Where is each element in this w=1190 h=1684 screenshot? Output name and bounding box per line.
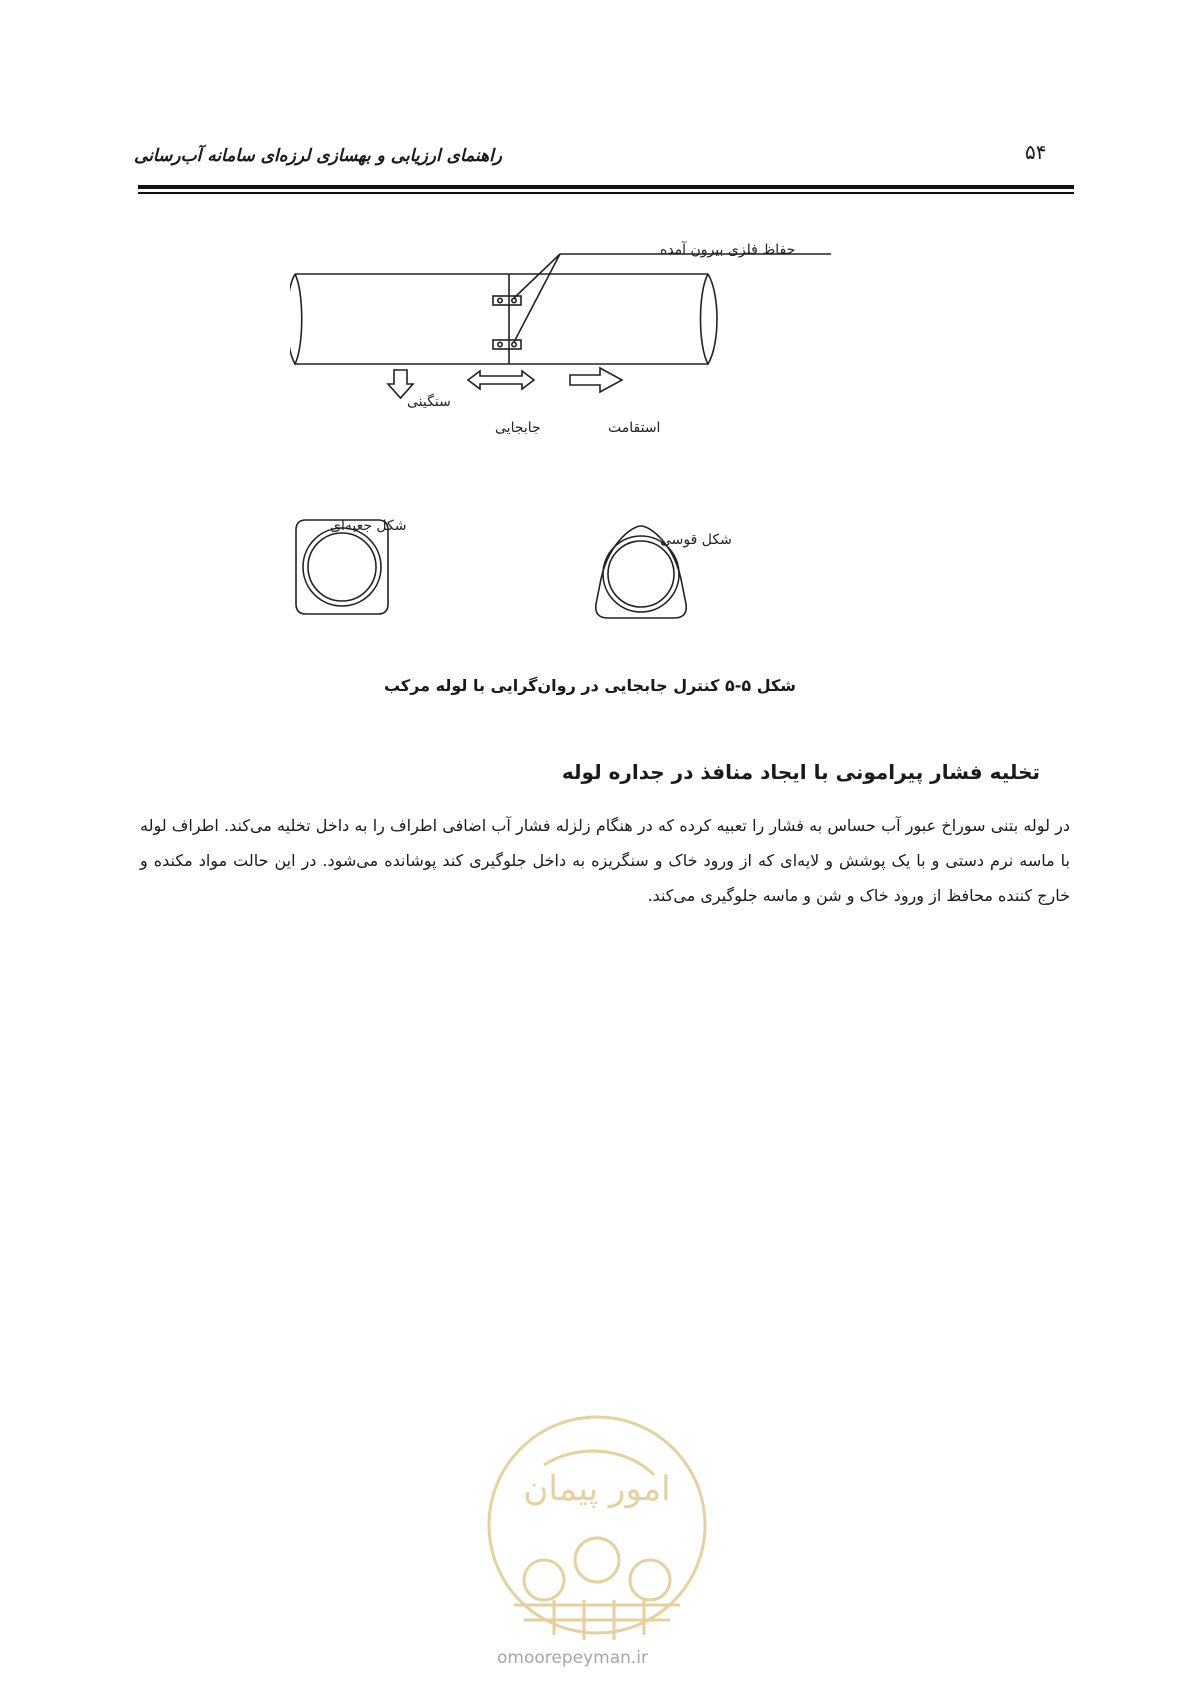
label-stiffness: استقامت — [608, 420, 661, 436]
page-number: ۵۴ — [1025, 140, 1047, 164]
label-box-shape: شکل جعبه‌ای — [330, 518, 407, 534]
body-paragraph: در لوله بتنی سوراخ عبور آب حساس به فشار را تعبیه کرده که در هنگام زلزله فشار آب اضافی اطراف را به داخل تخلیه می‌کند. اطراف لوله با ماسه نرم دستی و با یک پوشش و لایه‌ای که از ورود خاک و سنگریزه به داخل جلوگیری کند پوشانده می‌شود. در این حالت مواد مکنده و خارج کننده محافظ از ورود خاک و شن و ماسه جلوگیری می‌کند. — [140, 816, 1070, 905]
section-heading: تخلیه فشار پیرامونی با ایجاد منافذ در جداره لوله — [561, 760, 1040, 784]
stiffness-arrow — [570, 368, 622, 392]
label-arch-shape: شکل قوسی — [660, 532, 732, 548]
pipe-diagram — [290, 234, 890, 670]
box-section — [296, 520, 388, 614]
header-rule-thick — [138, 185, 1074, 189]
figure — [290, 234, 890, 670]
header-rule-thin — [138, 192, 1074, 194]
watermark-site: omoorepeyman.ir — [497, 1648, 649, 1668]
pipe-right-end — [701, 274, 718, 364]
label-gravity: سنگینی — [407, 394, 451, 410]
label-displacement: جابجایی — [495, 420, 541, 436]
pipe-body — [295, 274, 708, 364]
displacement-arrow — [468, 371, 534, 389]
running-title: راهنمای ارزیابی و بهسازی لرزه‌ای سامانه آب‌رسانی — [134, 146, 502, 166]
label-guard: حفاظ فلزی بیرون آمده — [660, 242, 796, 258]
figure-caption: شکل ۵-۵ کنترل جابجایی در روان‌گرایی با لوله مرکب — [383, 676, 797, 695]
pipe-left-end — [290, 274, 302, 364]
watermark-logo-text: امور پیمان — [523, 1469, 671, 1509]
watermark-logo — [484, 1405, 710, 1675]
